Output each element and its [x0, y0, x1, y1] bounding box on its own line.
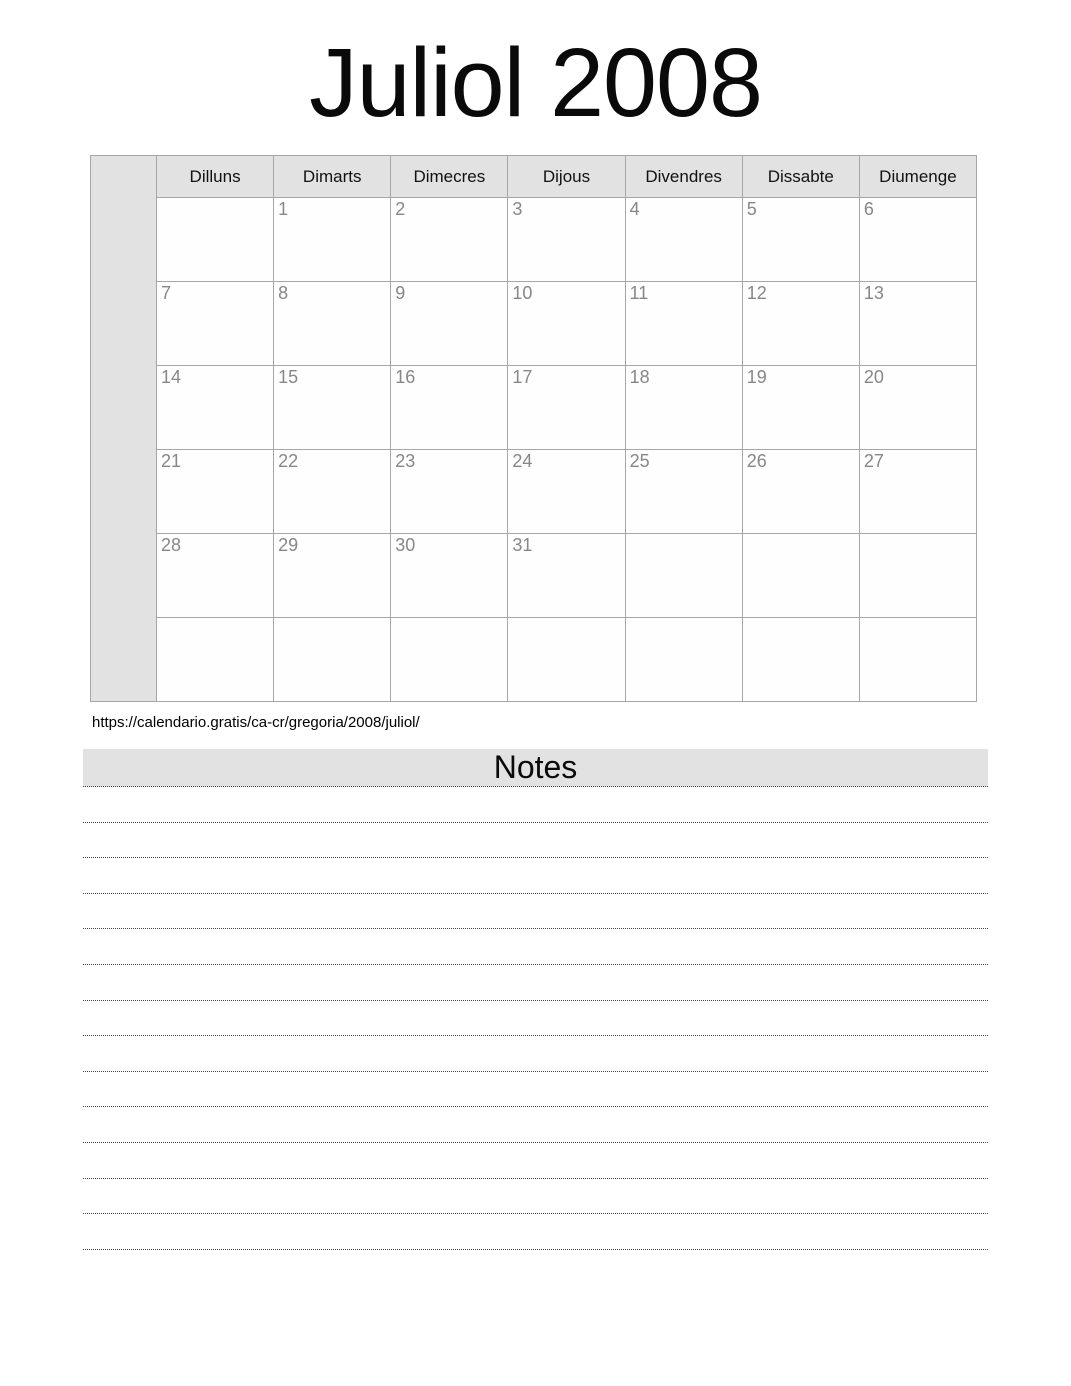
calendar-week-row	[91, 450, 977, 534]
day-cell: 27	[859, 450, 976, 534]
weekday-header-tuesday: Dimarts	[274, 156, 391, 198]
calendar-week-row	[91, 366, 977, 450]
weekday-header-monday: Dilluns	[157, 156, 274, 198]
day-cell: 10	[508, 282, 625, 366]
notes-line	[83, 787, 988, 823]
weekday-header-friday: Divendres	[625, 156, 742, 198]
day-cell: 13	[859, 282, 976, 366]
day-cell: 15	[274, 366, 391, 450]
day-cell: 29	[274, 534, 391, 618]
day-cell: 11	[625, 282, 742, 366]
weekday-header-wednesday: Dimecres	[391, 156, 508, 198]
weekday-header-saturday: Dissabte	[742, 156, 859, 198]
day-cell: 26	[742, 450, 859, 534]
day-cell	[742, 618, 859, 702]
day-cell: 19	[742, 366, 859, 450]
notes-line	[83, 1036, 988, 1072]
day-cell	[391, 618, 508, 702]
day-cell	[859, 534, 976, 618]
day-cell: 2	[391, 198, 508, 282]
day-cell: 17	[508, 366, 625, 450]
day-cell: 4	[625, 198, 742, 282]
calendar-header-row	[91, 156, 977, 198]
day-cell	[859, 618, 976, 702]
notes-section-header: Notes	[83, 749, 988, 787]
notes-line	[83, 1179, 988, 1215]
calendar-week-row	[91, 282, 977, 366]
day-cell: 8	[274, 282, 391, 366]
source-url-text: https://calendario.gratis/ca-cr/gregoria/2008/juliol/	[92, 714, 420, 731]
notes-line	[83, 965, 988, 1001]
day-cell	[508, 618, 625, 702]
weekday-header-sunday: Diumenge	[859, 156, 976, 198]
day-cell: 21	[157, 450, 274, 534]
notes-line	[83, 1001, 988, 1037]
day-cell	[274, 618, 391, 702]
day-cell: 12	[742, 282, 859, 366]
notes-line	[83, 1107, 988, 1143]
day-cell: 3	[508, 198, 625, 282]
day-cell	[625, 534, 742, 618]
day-cell: 28	[157, 534, 274, 618]
day-cell: 1	[274, 198, 391, 282]
calendar-week-row	[91, 198, 977, 282]
day-cell	[157, 618, 274, 702]
day-cell: 9	[391, 282, 508, 366]
day-cell: 23	[391, 450, 508, 534]
notes-line	[83, 1143, 988, 1179]
notes-line	[83, 1214, 988, 1250]
day-cell: 5	[742, 198, 859, 282]
notes-lines-area	[83, 787, 988, 1250]
day-cell: 30	[391, 534, 508, 618]
day-cell: 6	[859, 198, 976, 282]
day-cell: 25	[625, 450, 742, 534]
day-cell	[157, 198, 274, 282]
notes-line	[83, 1072, 988, 1108]
day-cell: 20	[859, 366, 976, 450]
weekday-header-thursday: Dijous	[508, 156, 625, 198]
page-title: Juliol 2008	[309, 28, 762, 137]
day-cell: 14	[157, 366, 274, 450]
calendar-week-row	[91, 618, 977, 702]
day-cell: 18	[625, 366, 742, 450]
day-cell	[742, 534, 859, 618]
day-cell	[625, 618, 742, 702]
notes-line	[83, 823, 988, 859]
notes-line	[83, 894, 988, 930]
day-cell: 7	[157, 282, 274, 366]
calendar-week-row	[91, 534, 977, 618]
calendar-table	[90, 155, 977, 702]
week-number-column	[91, 156, 157, 702]
notes-line	[83, 858, 988, 894]
day-cell: 16	[391, 366, 508, 450]
day-cell: 22	[274, 450, 391, 534]
day-cell: 31	[508, 534, 625, 618]
day-cell: 24	[508, 450, 625, 534]
notes-line	[83, 929, 988, 965]
